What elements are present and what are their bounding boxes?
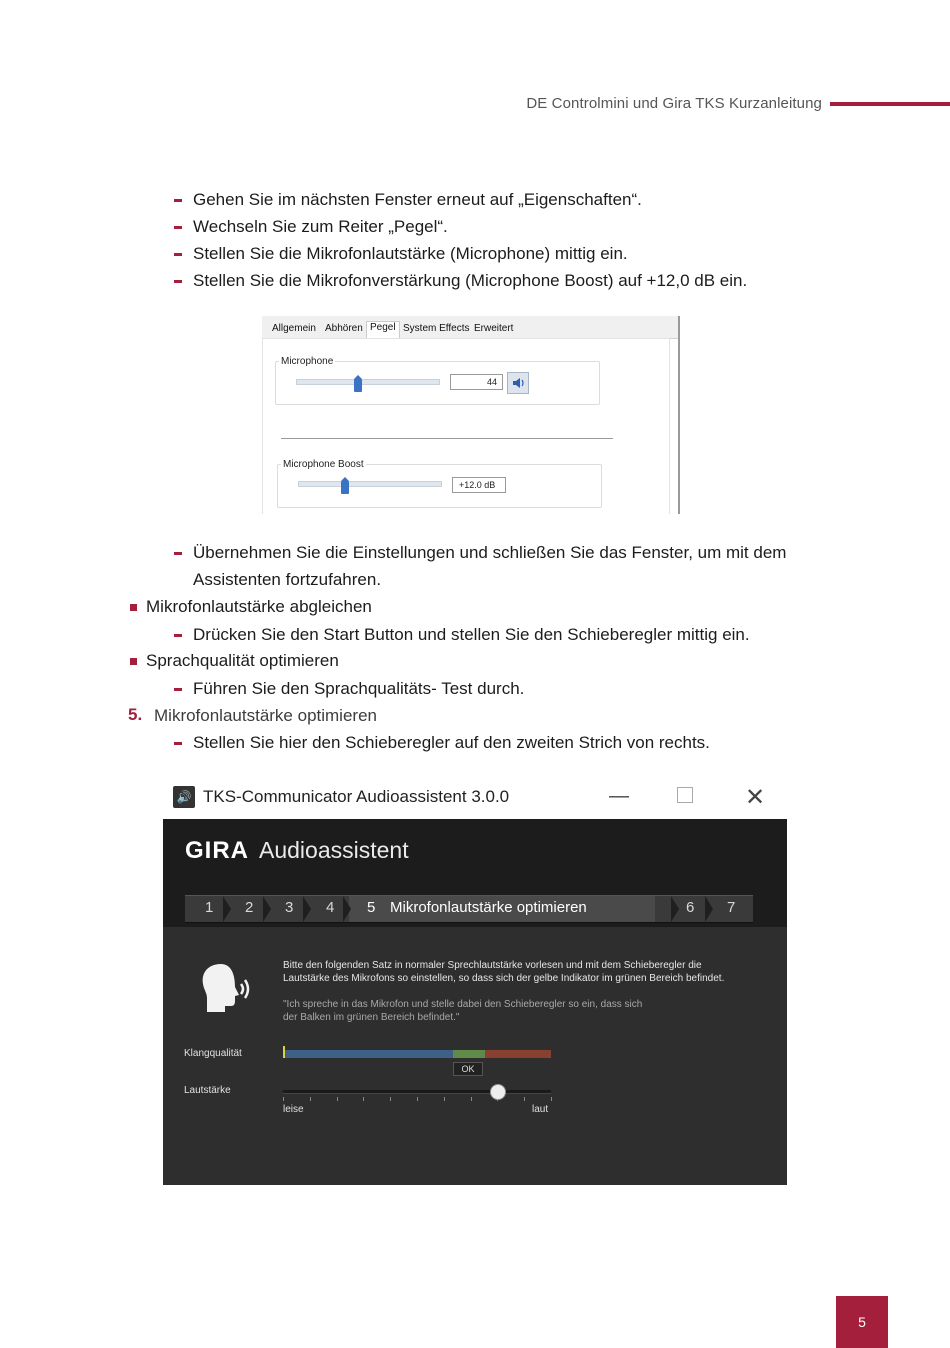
quote-line-2: der Balken im grünen Bereich befindet."	[283, 1012, 460, 1023]
bullet-square	[130, 604, 137, 611]
ok-marker: OK	[453, 1062, 483, 1076]
page-number: 5	[836, 1296, 888, 1348]
boost-label: Microphone Boost	[283, 459, 364, 470]
step-navigation	[185, 895, 753, 923]
list-dash	[174, 552, 182, 555]
instruction-line-1: Bitte den folgenden Satz in normaler Sprechlautstärke vorlesen und mit dem Schieberegler die	[283, 960, 702, 971]
volume-tick	[363, 1097, 364, 1101]
volume-tick	[337, 1097, 338, 1101]
step-chevron-icon	[705, 896, 713, 922]
maximize-icon[interactable]	[677, 787, 693, 803]
step-5[interactable]: 5	[367, 899, 376, 916]
tab-pegel[interactable]: Pegel	[366, 321, 400, 339]
list-item: Wechseln Sie zum Reiter „Pegel“.	[193, 217, 448, 236]
window-title: TKS-Communicator Audioassistent 3.0.0	[203, 787, 510, 806]
running-header: DE Controlmini und Gira TKS Kurzanleitung	[526, 95, 822, 112]
list-item: Drücken Sie den Start Button und stellen Sie den Schieberegler mittig ein.	[193, 625, 750, 644]
bullet-title: Mikrofonlautstärke abgleichen	[146, 597, 372, 616]
list-dash	[174, 742, 182, 745]
list-item: Stellen Sie die Mikrofonverstärkung (Microphone Boost) auf +12,0 dB ein.	[193, 271, 748, 290]
section-number: 5.	[128, 705, 143, 724]
volume-tick	[551, 1097, 552, 1101]
tab-erweitert[interactable]: Erweitert	[474, 323, 514, 334]
tab-abhoeren[interactable]: Abhören	[325, 323, 363, 334]
microphone-label: Microphone	[281, 356, 334, 367]
tab-allgemein[interactable]: Allgemein	[272, 323, 316, 334]
list-dash	[174, 226, 182, 229]
volume-tick	[283, 1097, 284, 1101]
step-4[interactable]: 4	[326, 899, 335, 916]
microphone-value-field[interactable]: 44	[450, 374, 503, 390]
list-item: Stellen Sie hier den Schieberegler auf den zweiten Strich von rechts.	[193, 733, 710, 752]
window-titlebar	[163, 777, 787, 819]
step-3[interactable]: 3	[285, 899, 294, 916]
tab-system-effects[interactable]: System Effects	[403, 323, 470, 334]
dialog-tab-bar	[262, 316, 678, 339]
boost-slider[interactable]	[298, 481, 442, 487]
boost-value-field[interactable]: +12.0 dB	[452, 477, 506, 493]
step-7[interactable]: 7	[727, 899, 736, 916]
quality-meter	[283, 1050, 551, 1058]
speaking-head-icon	[199, 960, 255, 1016]
step-chevron-icon	[263, 896, 271, 922]
volume-tick	[444, 1097, 445, 1101]
quote-line-1: "Ich spreche in das Mikrofon und stelle dabei den Schieberegler so ein, dass sich	[283, 999, 643, 1010]
section-title: Mikrofonlautstärke optimieren	[154, 706, 377, 725]
step-2[interactable]: 2	[245, 899, 254, 916]
microphone-slider-thumb[interactable]	[354, 379, 362, 392]
list-dash	[174, 280, 182, 283]
list-item-line-2: Assistenten fortzufahren.	[193, 570, 382, 589]
step-chevron-icon	[303, 896, 311, 922]
speaker-icon	[508, 373, 528, 393]
step-1[interactable]: 1	[205, 899, 214, 916]
volume-low-label: leise	[283, 1104, 304, 1115]
bullet-title: Sprachqualität optimieren	[146, 651, 339, 670]
volume-label: Lautstärke	[184, 1085, 231, 1096]
step-chevron-icon	[343, 896, 351, 922]
step-6[interactable]: 6	[686, 899, 695, 916]
meter-red-zone	[485, 1050, 551, 1058]
app-speaker-icon: 🔊	[173, 786, 195, 808]
list-item: Stellen Sie die Mikrofonlautstärke (Microphone) mittig ein.	[193, 244, 628, 263]
volume-tick	[524, 1097, 525, 1101]
volume-tick	[390, 1097, 391, 1101]
volume-high-label: laut	[532, 1104, 549, 1115]
close-icon[interactable]: ✕	[745, 784, 766, 811]
meter-indicator	[283, 1046, 285, 1058]
quality-label: Klangqualität	[184, 1048, 242, 1059]
volume-tick	[471, 1097, 472, 1101]
list-item: Führen Sie den Sprachqualitäts- Test durch.	[193, 679, 525, 698]
boost-slider-thumb[interactable]	[341, 481, 349, 494]
volume-tick	[310, 1097, 311, 1101]
bullet-square	[130, 658, 137, 665]
list-dash	[174, 688, 182, 691]
list-dash	[174, 634, 182, 637]
header-rule	[830, 102, 950, 106]
step-chevron-icon	[223, 896, 231, 922]
active-step-label: Mikrofonlautstärke optimieren	[390, 899, 587, 916]
dialog-separator	[281, 438, 613, 439]
list-dash	[174, 199, 182, 202]
step-chevron-icon	[671, 896, 679, 922]
volume-slider[interactable]	[283, 1090, 551, 1094]
instruction-line-2: Lautstärke des Mikrofons so einstellen, so dass sich der gelbe Indikator im grünen Bereich befindet.	[283, 973, 725, 984]
list-item-line-1: Übernehmen Sie die Einstellungen und schließen Sie das Fenster, um mit dem	[193, 543, 787, 562]
volume-slider-knob[interactable]	[490, 1084, 506, 1100]
minimize-icon[interactable]: —	[609, 785, 629, 807]
microphone-slider[interactable]	[296, 379, 440, 385]
volume-tick	[417, 1097, 418, 1101]
list-item: Gehen Sie im nächsten Fenster erneut auf „Eigenschaften“.	[193, 190, 642, 209]
meter-blue-zone	[283, 1050, 453, 1058]
properties-dialog-screenshot	[262, 316, 680, 514]
meter-green-zone	[453, 1050, 485, 1058]
brand-logo: GIRA	[185, 837, 249, 864]
assistant-title: Audioassistent	[259, 837, 409, 863]
list-dash	[174, 253, 182, 256]
mute-button[interactable]	[507, 372, 529, 394]
audio-assistant-screenshot	[163, 777, 787, 1185]
dialog-body	[262, 338, 670, 514]
